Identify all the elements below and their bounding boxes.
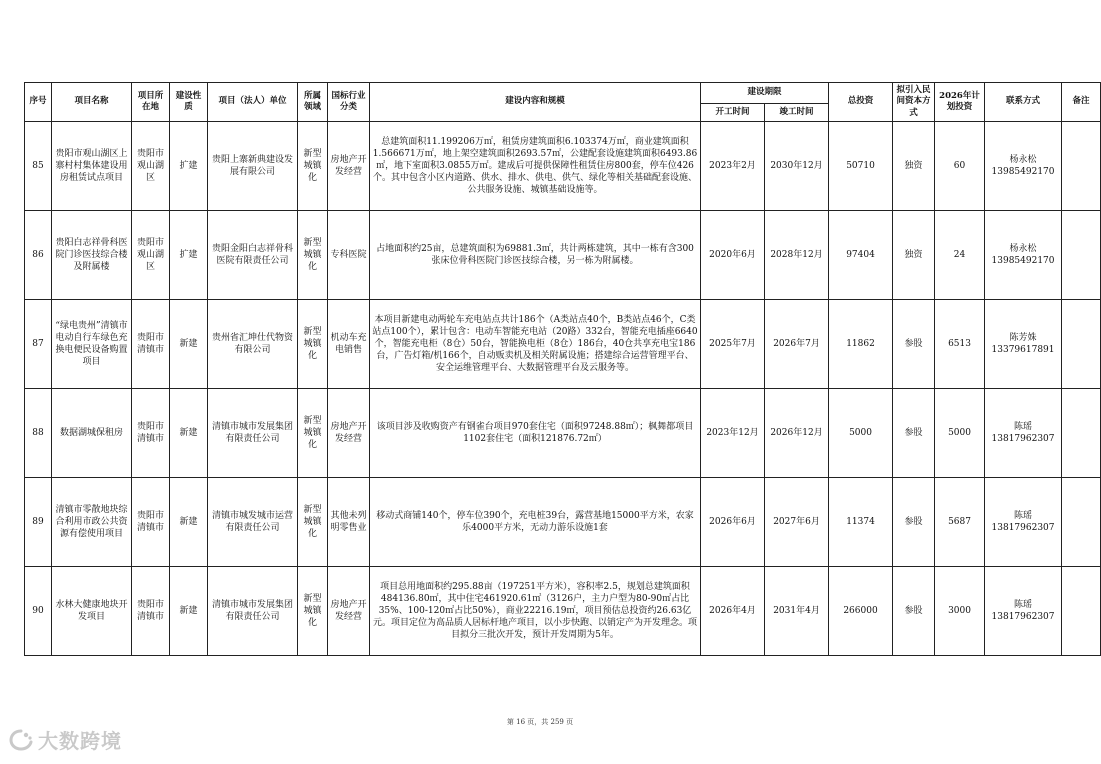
cell-start: 2026年6月	[701, 478, 765, 567]
cell-nature: 扩建	[170, 122, 208, 211]
cell-industry: 房地产开发经营	[328, 122, 370, 211]
cell-industry: 其他未列明零售业	[328, 478, 370, 567]
cell-name: 贵阳白志祥骨科医院门诊医技综合楼及附属楼	[52, 211, 132, 300]
contact-name: 陈瑶	[1014, 599, 1033, 610]
contact-name: 陈瑶	[1014, 510, 1033, 521]
cell-name: 数据湖城保租房	[52, 389, 132, 478]
cell-start: 2023年2月	[701, 122, 765, 211]
contact-name: 陈瑶	[1014, 421, 1033, 432]
table-row	[25, 567, 1101, 656]
contact-phone: 13817962307	[991, 612, 1055, 622]
contact-phone: 13817962307	[991, 523, 1055, 533]
cell-location: 贵阳市观山湖区	[132, 211, 170, 300]
cell-start: 2025年7月	[701, 300, 765, 389]
cell-start: 2020年6月	[701, 211, 765, 300]
cell-name: 清镇市零散地块综合利用市政公共资源有偿使用项目	[52, 478, 132, 567]
header-unit: 项目（法人）单位	[208, 83, 298, 122]
cell-plan2026: 6513	[935, 300, 985, 389]
cell-name: 水林大健康地块开发项目	[52, 567, 132, 656]
cell-contact	[985, 389, 1062, 478]
header-field: 所属领域	[298, 83, 328, 122]
cell-field: 新型城镇化	[298, 389, 328, 478]
cell-unit: 清镇市城市发展集团有限责任公司	[208, 567, 298, 656]
header-location: 项目所在地	[132, 83, 170, 122]
cell-nature: 新建	[170, 389, 208, 478]
contact-name: 杨永松	[1009, 243, 1037, 254]
cell-unit: 贵阳上寨新典建设发展有限公司	[208, 122, 298, 211]
cell-name: “绿电贵州”清镇市电动自行车绿色充换电便民设备购置项目	[52, 300, 132, 389]
cell-seq: 89	[25, 478, 52, 567]
contact-phone: 13985492170	[991, 167, 1055, 177]
header-contact: 联系方式	[985, 83, 1062, 122]
cell-note	[1062, 300, 1101, 389]
cell-note	[1062, 122, 1101, 211]
cell-plan2026: 60	[935, 122, 985, 211]
cell-investment: 11374	[829, 478, 893, 567]
cell-contact	[985, 300, 1062, 389]
cell-location: 贵阳市清镇市	[132, 389, 170, 478]
cell-contact	[985, 478, 1062, 567]
header-method: 拟引入民间资本方式	[893, 83, 935, 122]
cell-end: 2026年12月	[765, 389, 829, 478]
contact-phone: 13817962307	[991, 434, 1055, 444]
header-note: 备注	[1062, 83, 1101, 122]
cell-industry: 房地产开发经营	[328, 389, 370, 478]
cell-location: 贵阳市清镇市	[132, 300, 170, 389]
header-period: 建设期限	[701, 83, 829, 104]
header-start: 开工时间	[701, 104, 765, 122]
cell-method: 独资	[893, 211, 935, 300]
cell-seq: 85	[25, 122, 52, 211]
cell-nature: 新建	[170, 567, 208, 656]
cell-field: 新型城镇化	[298, 300, 328, 389]
table-row	[25, 389, 1101, 478]
cell-investment: 5000	[829, 389, 893, 478]
cell-contact	[985, 567, 1062, 656]
cell-industry: 机动车充电销售	[328, 300, 370, 389]
cell-contact	[985, 211, 1062, 300]
cell-start: 2023年12月	[701, 389, 765, 478]
cell-investment: 11862	[829, 300, 893, 389]
cell-end: 2028年12月	[765, 211, 829, 300]
cell-seq: 86	[25, 211, 52, 300]
header-nature: 建设性质	[170, 83, 208, 122]
cell-nature: 扩建	[170, 211, 208, 300]
cell-note	[1062, 211, 1101, 300]
watermark-text: 大数跨境	[38, 729, 122, 753]
table-row	[25, 300, 1101, 389]
cell-method: 参股	[893, 300, 935, 389]
cell-method: 独资	[893, 122, 935, 211]
cell-field: 新型城镇化	[298, 211, 328, 300]
cell-content: 移动式商铺140个，停车位390个，充电桩39台，露营基地15000平方米，农家乐4000平方米，无动力游乐设施1套	[370, 478, 701, 567]
cell-content: 总建筑面积11.199206万㎡，租赁房建筑面积6.103374万㎡，商业建筑面积1.566671万㎡，地上架空建筑面积2693.57㎡，公建配套设施建筑面积6493.86㎡，地下室面积3.0855万㎡。建成后可提供保障性租赁住房800套，停车位426个。其中包含小区内道路、供水、排水、供电、供气、绿化等相关基础配套设施、公共服务设施、城镇基础设施等。	[370, 122, 701, 211]
header-investment: 总投资	[829, 83, 893, 122]
cell-location: 贵阳市清镇市	[132, 567, 170, 656]
cell-industry: 专科医院	[328, 211, 370, 300]
project-table	[24, 82, 1101, 656]
cell-plan2026: 5000	[935, 389, 985, 478]
cell-contact	[985, 122, 1062, 211]
cell-note	[1062, 389, 1101, 478]
cell-note	[1062, 567, 1101, 656]
cell-content: 该项目涉及收购资产有钢雀台项目970套住宅（面积97248.88㎡）；枫舞都项目1102套住宅（面积121876.72㎡）	[370, 389, 701, 478]
cell-field: 新型城镇化	[298, 567, 328, 656]
cell-investment: 50710	[829, 122, 893, 211]
cell-investment: 266000	[829, 567, 893, 656]
cell-seq: 90	[25, 567, 52, 656]
cell-nature: 新建	[170, 300, 208, 389]
cell-end: 2026年7月	[765, 300, 829, 389]
cell-end: 2030年12月	[765, 122, 829, 211]
cell-investment: 97404	[829, 211, 893, 300]
cell-field: 新型城镇化	[298, 478, 328, 567]
cell-content: 占地面积约25亩，总建筑面积为69881.3㎡，共计两栋建筑，其中一栋有含300张床位骨科医院门诊医技综合楼，另一栋为附属楼。	[370, 211, 701, 300]
cell-unit: 贵州省汇坤仕代物资有限公司	[208, 300, 298, 389]
contact-name: 陈芳姝	[1009, 332, 1037, 343]
cell-location: 贵阳市观山湖区	[132, 122, 170, 211]
cell-method: 参股	[893, 478, 935, 567]
cell-unit: 清镇市城发城市运营有限责任公司	[208, 478, 298, 567]
cell-end: 2027年6月	[765, 478, 829, 567]
contact-phone: 13985492170	[991, 256, 1055, 266]
cell-unit: 清镇市城市发展集团有限责任公司	[208, 389, 298, 478]
watermark	[8, 725, 122, 754]
cell-end: 2031年4月	[765, 567, 829, 656]
cell-seq: 88	[25, 389, 52, 478]
cell-seq: 87	[25, 300, 52, 389]
cell-method: 参股	[893, 389, 935, 478]
cell-unit: 贵阳金阳白志祥骨科医院有限责任公司	[208, 211, 298, 300]
header-row	[25, 83, 1101, 104]
cell-nature: 新建	[170, 478, 208, 567]
table-row	[25, 211, 1101, 300]
contact-name: 杨永松	[1009, 154, 1037, 165]
page-footer: 第 16 页，共 259 页	[506, 718, 574, 726]
cell-content: 本项目新建电动两轮车充电站点共计186个（A类站点40个，B类站点46个，C类站点100个），累计包含：电动车智能充电站（20路）332台，智能充电插座6640个，智能充电柜（8仓）50台，智能换电柜（8仓）186台，40仓共享充电宝186台，广告灯箱/机166个，自动贩卖机及相关附属设施；搭建综合运营管理平台、安全运维管理平台、大数据管理平台及云服务等。	[370, 300, 701, 389]
contact-phone: 13379617891	[991, 345, 1055, 355]
cell-plan2026: 3000	[935, 567, 985, 656]
cell-method: 参股	[893, 567, 935, 656]
cell-plan2026: 24	[935, 211, 985, 300]
header-end: 竣工时间	[765, 104, 829, 122]
cell-industry: 房地产开发经营	[328, 567, 370, 656]
header-name: 项目名称	[52, 83, 132, 122]
header-plan2026: 2026年计划投资	[935, 83, 985, 122]
header-industry: 国标行业分类	[328, 83, 370, 122]
header-content: 建设内容和规模	[370, 83, 701, 122]
cell-content: 项目总用地面积约295.88亩（197251平方米），容积率2.5，规划总建筑面积484136.80㎡，其中住宅461920.61㎡（3126户，主力户型为80-90㎡占比35%、100-120㎡占比50%），商业22216.19㎡，项目预估总投资约26.63亿元。项目定位为高品质人居标杆地产项目，以小步快跑、以销定产为开发理念。项目拟分三批次开发，预计开发周期为5年。	[370, 567, 701, 656]
cell-field: 新型城镇化	[298, 122, 328, 211]
cell-name: 贵阳市观山湖区上寨村村集体建设用房租赁试点项目	[52, 122, 132, 211]
cell-plan2026: 5687	[935, 478, 985, 567]
table-row	[25, 478, 1101, 567]
header-seq: 序号	[25, 83, 52, 122]
watermark-logo-icon	[8, 728, 34, 752]
cell-note	[1062, 478, 1101, 567]
cell-location: 贵阳市清镇市	[132, 478, 170, 567]
cell-start: 2026年4月	[701, 567, 765, 656]
table-row	[25, 122, 1101, 211]
